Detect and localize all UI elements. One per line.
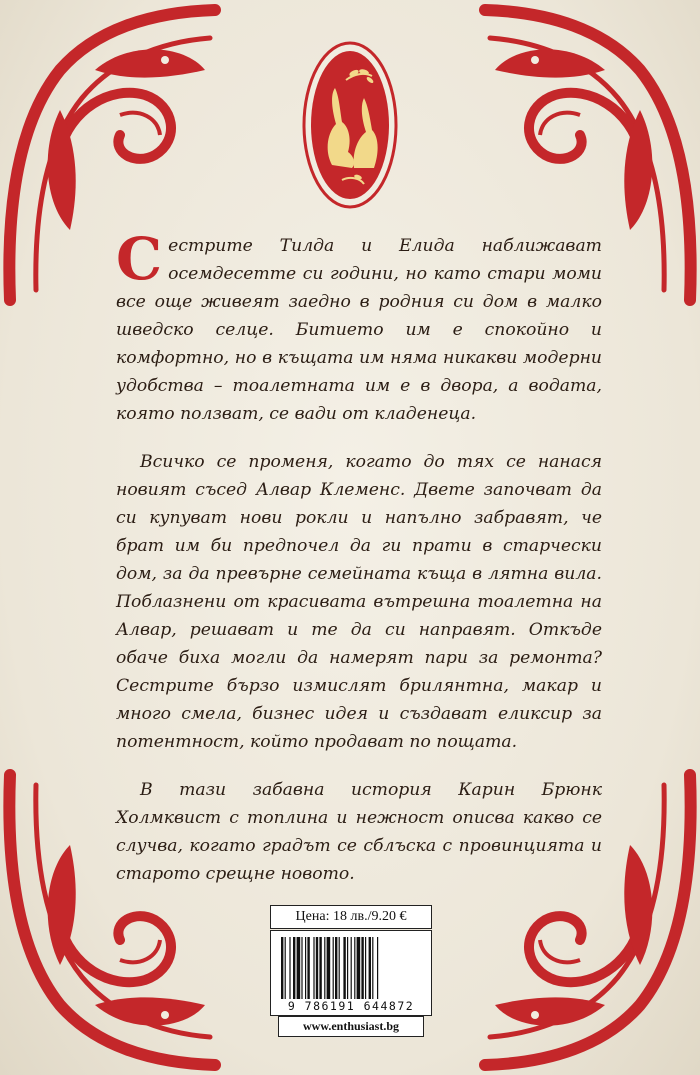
barcode-digits: 9 786191 644872 — [287, 999, 415, 1013]
medallion — [302, 40, 398, 210]
book-description — [116, 225, 602, 908]
description-paragraph-1 — [116, 225, 602, 428]
drop-cap: С — [116, 225, 163, 293]
description-paragraph-2: Всичко се променя, когато до тях се нанася новият съсед Алвар Клеменс. Двете започват да си купуват нови рокли и напълно забравят, че брат им би предпочел да ги прати в старчески дом, за да превърне семейната къща в лятна вила. Поблазнени от красивата вътрешна тоалетна на Алвар, решават и те да си направят. Откъде обаче биха могли да намерят пари за ремонта? Сестрите бързо измислят брилянтна, макар и много смела, бизнес идея и създават еликсир за потентност, който продават по пощата. — [116, 452, 602, 752]
barcode-bars — [279, 937, 423, 999]
paragraph-1-text: естрите Тилда и Елида наближават осемдесетте си години, но като стари моми все още живеят заедно в родния си дом в малко шведско селце. Битието им е спокойно и комфортно, но в къщата им няма никакви модерни удобства – тоалетната им е в двора, а водата, която ползват, се вади от кладенеца. — [116, 236, 602, 424]
publisher-website: www.enthusiast.bg — [278, 1016, 424, 1037]
description-paragraph-3: В тази забавна история Карин Брюнк Холмквист с топлина и нежност описва какво се случва, когато градът се сблъска с провинцията и старото срещне новото. — [116, 780, 602, 884]
price-label: Цена: 18 лв./9.20 € — [270, 905, 432, 929]
barcode — [270, 930, 432, 1016]
